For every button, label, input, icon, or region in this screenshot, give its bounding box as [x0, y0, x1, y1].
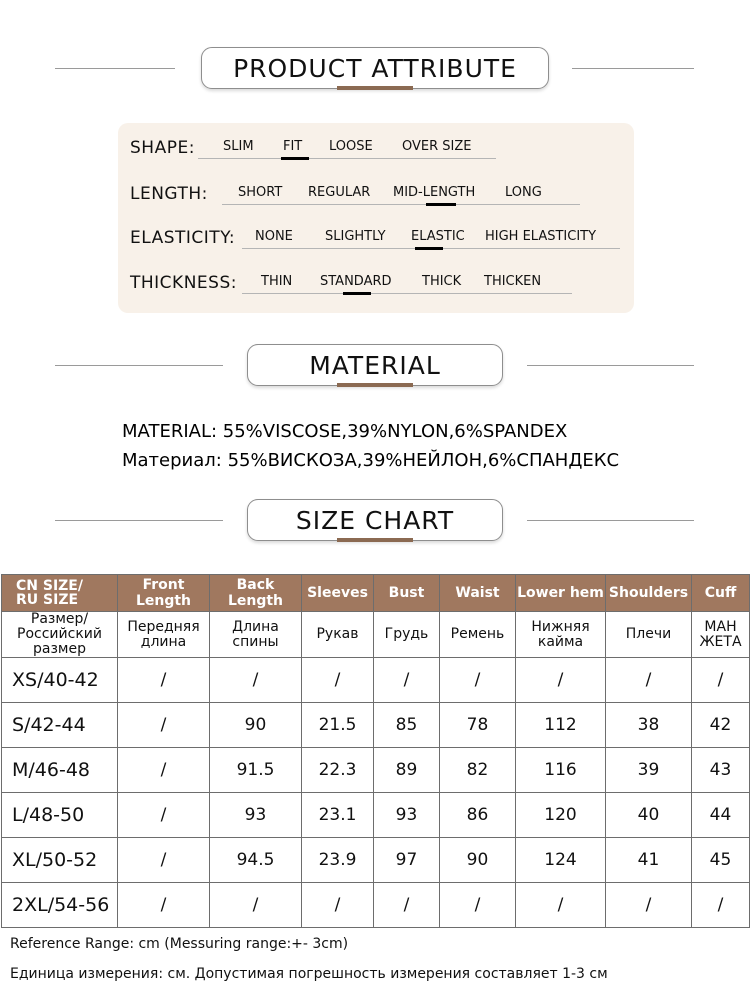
size-label: XL/50-52	[2, 838, 118, 883]
attr-option: THIN	[261, 274, 293, 289]
table-cell: /	[374, 658, 440, 703]
material-label-ru: Материал:	[122, 450, 222, 471]
table-cell: /	[692, 883, 750, 928]
header-cell-ru: Плечи	[606, 612, 692, 658]
selected-marker	[426, 203, 456, 206]
table-cell: 38	[606, 703, 692, 748]
material-value-ru: 55%ВИСКОЗА,39%НЕЙЛОН,6%СПАНДЕКС	[227, 450, 620, 471]
table-cell: 120	[516, 793, 606, 838]
table-cell: 45	[692, 838, 750, 883]
section-title: MATERIAL	[247, 344, 503, 386]
header-cell-ru: Ремень	[440, 612, 516, 658]
material-info	[122, 417, 619, 475]
table-cell: 90	[210, 703, 302, 748]
attr-option: SLIM	[223, 139, 254, 154]
attr-row-length	[118, 180, 634, 210]
table-cell: 91.5	[210, 748, 302, 793]
table-cell: /	[118, 883, 210, 928]
table-row	[2, 658, 750, 703]
header-cell: Sleeves	[302, 575, 374, 612]
table-cell: /	[440, 658, 516, 703]
table-cell: 39	[606, 748, 692, 793]
table-cell: /	[606, 883, 692, 928]
section-title: SIZE CHART	[247, 499, 503, 541]
attr-option: HIGH ELASTICITY	[485, 229, 597, 244]
table-cell: /	[374, 883, 440, 928]
table-cell: /	[516, 883, 606, 928]
table-cell: /	[118, 658, 210, 703]
attr-option: FIT	[283, 139, 303, 154]
table-cell: /	[302, 883, 374, 928]
attr-label: ELASTICITY:	[130, 228, 236, 248]
table-row	[2, 748, 750, 793]
attr-option: SLIGHTLY	[325, 229, 386, 244]
table-cell: 82	[440, 748, 516, 793]
header-cell: Waist	[440, 575, 516, 612]
attr-option: REGULAR	[308, 185, 371, 200]
attr-label: THICKNESS:	[130, 273, 237, 293]
header-cell-ru: Длина спины	[210, 612, 302, 658]
header-cell: CN SIZE/ RU SIZE	[2, 575, 118, 612]
attr-option: ELASTIC	[411, 229, 465, 244]
material-line-en	[122, 417, 619, 446]
table-cell: 44	[692, 793, 750, 838]
table-cell: /	[692, 658, 750, 703]
table-cell: /	[210, 883, 302, 928]
header-cell: Front Length	[118, 575, 210, 612]
table-row	[2, 883, 750, 928]
table-cell: 43	[692, 748, 750, 793]
footer-reference-ru: Единица измерения: см. Допустимая погрешность измерения составляет 1-3 см	[10, 966, 608, 982]
size-label: M/46-48	[2, 748, 118, 793]
divider-right	[527, 365, 694, 366]
footer-reference-en: Reference Range: cm (Messuring range:+- 3cm)	[10, 936, 349, 952]
attr-label: LENGTH:	[130, 184, 208, 204]
table-cell: /	[118, 748, 210, 793]
attr-row-thickness	[118, 269, 634, 299]
size-label: L/48-50	[2, 793, 118, 838]
table-header-row	[2, 575, 750, 612]
selected-marker	[343, 292, 371, 295]
table-cell: /	[440, 883, 516, 928]
table-cell: /	[302, 658, 374, 703]
table-cell: 94.5	[210, 838, 302, 883]
header-cell-ru: МАН ЖЕТА	[692, 612, 750, 658]
divider-right	[572, 68, 694, 69]
header-cell: Back Length	[210, 575, 302, 612]
attribute-panel	[118, 123, 634, 313]
divider-left	[55, 520, 223, 521]
attr-option: MID-LENGTH	[393, 185, 476, 200]
selected-marker	[415, 247, 443, 250]
size-label: 2XL/54-56	[2, 883, 118, 928]
table-cell: 40	[606, 793, 692, 838]
table-cell: 42	[692, 703, 750, 748]
attr-row-shape	[118, 134, 634, 164]
size-label: S/42-44	[2, 703, 118, 748]
title-accent	[337, 538, 413, 542]
table-cell: 21.5	[302, 703, 374, 748]
size-table	[1, 574, 750, 928]
table-cell: /	[118, 838, 210, 883]
attr-option: SHORT	[238, 185, 283, 200]
header-cell-ru: Передняя длина	[118, 612, 210, 658]
attr-option: THICKEN	[484, 274, 542, 289]
table-cell: 85	[374, 703, 440, 748]
table-cell: 89	[374, 748, 440, 793]
attr-option: STANDARD	[320, 274, 392, 289]
header-cell-ru: Нижняя кайма	[516, 612, 606, 658]
attr-option: THICK	[422, 274, 462, 289]
table-cell: /	[516, 658, 606, 703]
table-cell: 112	[516, 703, 606, 748]
table-cell: 23.9	[302, 838, 374, 883]
table-cell: /	[210, 658, 302, 703]
attr-option: NONE	[255, 229, 293, 244]
table-row	[2, 838, 750, 883]
header-cell-ru: Размер/ Российский размер	[2, 612, 118, 658]
divider-left	[55, 68, 175, 69]
table-cell: 90	[440, 838, 516, 883]
material-value-en: 55%VISCOSE,39%NYLON,6%SPANDEX	[222, 421, 568, 442]
table-cell: 116	[516, 748, 606, 793]
attr-row-elasticity	[118, 224, 634, 254]
header-cell: Lower hem	[516, 575, 606, 612]
table-row	[2, 703, 750, 748]
divider-right	[527, 520, 694, 521]
table-cell: 93	[210, 793, 302, 838]
table-cell: /	[118, 703, 210, 748]
table-cell: 22.3	[302, 748, 374, 793]
table-cell: 124	[516, 838, 606, 883]
table-cell: /	[606, 658, 692, 703]
section-title: PRODUCT ATTRIBUTE	[201, 47, 549, 89]
table-cell: /	[118, 793, 210, 838]
attr-option: OVER SIZE	[402, 139, 472, 154]
table-cell: 86	[440, 793, 516, 838]
title-accent	[337, 383, 413, 387]
attr-label: SHAPE:	[130, 138, 195, 158]
table-header-row-ru	[2, 612, 750, 658]
table-cell: 97	[374, 838, 440, 883]
attr-option: LOOSE	[329, 139, 373, 154]
header-cell: Bust	[374, 575, 440, 612]
header-cell-ru: Грудь	[374, 612, 440, 658]
title-accent	[337, 86, 413, 90]
size-label: XS/40-42	[2, 658, 118, 703]
header-cell-ru: Рукав	[302, 612, 374, 658]
table-row	[2, 793, 750, 838]
header-cell: Cuff	[692, 575, 750, 612]
attr-underline	[198, 158, 496, 159]
attr-underline	[242, 293, 572, 294]
material-label-en: MATERIAL:	[122, 421, 218, 442]
table-cell: 41	[606, 838, 692, 883]
divider-left	[55, 365, 223, 366]
header-cell: Shoulders	[606, 575, 692, 612]
material-line-ru	[122, 446, 619, 475]
attr-underline	[222, 204, 580, 205]
table-cell: 93	[374, 793, 440, 838]
table-cell: 23.1	[302, 793, 374, 838]
attr-option: LONG	[505, 185, 542, 200]
table-cell: 78	[440, 703, 516, 748]
selected-marker	[281, 157, 309, 160]
